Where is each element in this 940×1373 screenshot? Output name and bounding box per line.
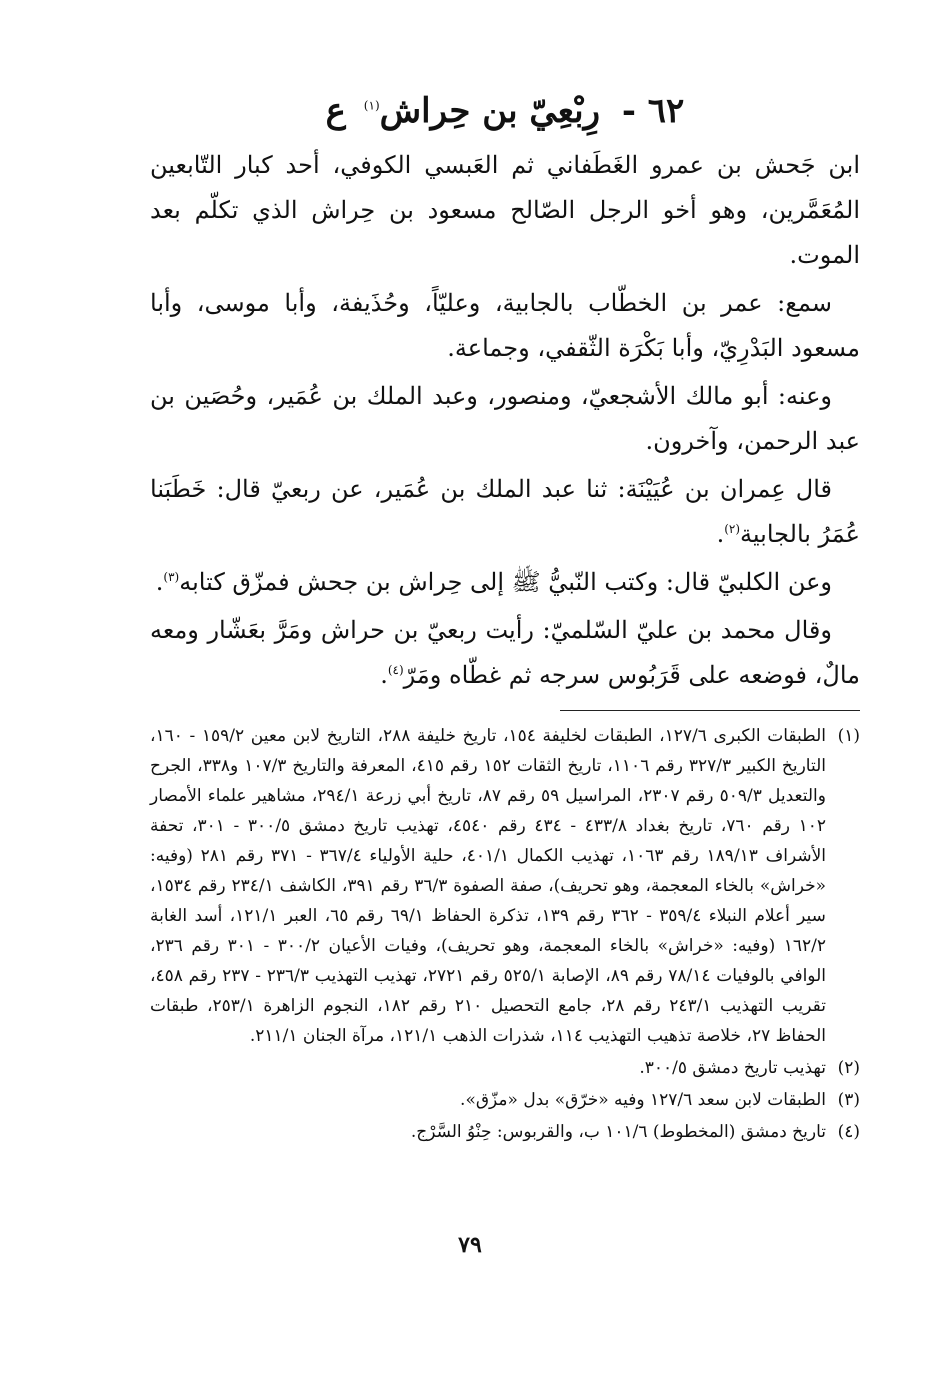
footnote-number: (١)	[837, 726, 860, 746]
footnote-text: تاريخ دمشق (المخطوط) ١٠١/٦ ب، والقربوس: حِنْوُ السَّرْج.	[410, 1122, 826, 1142]
footnote-4	[150, 1117, 860, 1147]
paragraph-sulami-report	[150, 608, 860, 698]
paragraph-imran-report	[150, 467, 860, 557]
entry-number: ٦٢ -	[621, 91, 685, 131]
paragraph-text: سمع: عمر بن الخطّاب بالجابية، وعليّاً، وحُذَيفة، وأبا موسى، وأبا مسعود البَدْرِيّ، وأبا بَكْرَة الثّقفي، وجماعة.	[150, 289, 860, 362]
paragraph-end-mark: .	[716, 520, 725, 548]
paragraph-lineage	[150, 143, 860, 278]
footnotes	[150, 721, 860, 1147]
paragraph-heard-from	[150, 281, 860, 371]
footnote-text: الطبقات الكبرى ١٢٧/٦، الطبقات لخليفة ١٥٤، تاريخ خليفة ٢٨٨، التاريخ لابن معين ١٥٩/٢ - ١٦٠، التاريخ الكبير ٣٢٧/٣ رقم ١١٠٦، تاريخ الثقات ١٥٢ رقم ٤١٥، المعرفة والتاريخ ١٠٧/٣ و٣٣٨، الجرح والتعديل ٥٠٩/٣ رقم ٢٣٠٧، المراسيل ٥٩ رقم ٨٧، تاريخ أبي زرعة ٢٩٤/١، مشاهير علماء الأمصار ١٠٢ رقم ٧٦٠، تاريخ بغداد ٤٣٣/٨ - ٤٣٤ رقم ٤٥٤٠، تهذيب تاريخ دمشق ٣٠٠/٥ - ٣٠١، تحفة الأشراف ١٨٩/١٣ رقم ١٠٦٣، تهذيب الكمال ٤٠١/١، حلية الأولياء ٣٦٧/٤ - ٣٧١ رقم ٢٨١ (وفيه: «خراش» بالخاء المعجمة، وهو تحريف)، صفة الصفوة ٣٦/٣ رقم ٣٩١، الكاشف ٢٣٤/١ رقم ١٥٣٤، سير أعلام النبلاء ٣٥٩/٤ - ٣٦٢ رقم ١٣٩، تذكرة الحفاظ ٦٩/١ رقم ٦٥، العبر ١٢١/١، أسد الغابة ١٦٢/٢ (وفيه: «خراش» بالخاء المعجمة، وهو تحريف)، وفيات الأعيان ٣٠٠/٢ - ٣٠١ رقم ٢٣٦، الوافي بالوفيات ٧٨/١٤ رقم ٨٩، الإصابة ٥٢٥/١ رقم ٢٧٢١، تهذيب التهذيب ٢٣٦/٣ - ٢٣٧ رقم ٤٥٨، تقريب التهذيب ٢٤٣/١ رقم ٢٨، جامع التحصيل ٢١٠ رقم ١٨٢، النجوم الزاهرة ٢٥٣/١، طبقات الحفاظ ٢٧، خلاصة تذهيب التهذيب ١١٤، شذرات الذهب ١٢١/١، مرآة الجنان ٢١١/١.	[150, 726, 827, 1046]
paragraph-text: وعنه: أبو مالك الأشجعيّ، ومنصور، وعبد الملك بن عُمَير، وحُصَين بن عبد الرحمن، وآخرون.	[150, 382, 860, 455]
footnote-ref-4[interactable]: (٤)	[387, 663, 404, 677]
paragraph-text: وقال محمد بن عليّ السّلميّ: رأيت ربعيّ بن حراش ومَرَّ بعَشّار ومعه مالٌ، فوضعه على قَرَبُوس سرجه ثم غطّاه ومَرّ	[150, 616, 860, 689]
entry-title	[150, 85, 860, 137]
footnote-ref-3[interactable]: (٣)	[163, 570, 180, 584]
footnote-number: (٢)	[837, 1058, 860, 1078]
footnote-number: (٤)	[837, 1122, 860, 1142]
footnote-number: (٣)	[837, 1090, 860, 1110]
paragraph-kalbi-report	[150, 560, 860, 605]
footnote-2	[150, 1053, 860, 1083]
footnote-text: الطبقات لابن سعد ١٢٧/٦ وفيه «خرّق» بدل «مزّق».	[460, 1090, 826, 1110]
footnote-divider	[560, 710, 860, 711]
footnote-text: تهذيب تاريخ دمشق ٣٠٠/٥.	[639, 1058, 826, 1078]
paragraph-text: وعن الكلبيّ قال: وكتب النّبيُّ ﷺ إلى حِراش بن جحش فمزّق كتابه	[179, 568, 832, 596]
paragraph-text: ابن جَحش بن عمرو الغَطَفاني ثم العَبسي الكوفي، أحد كبار التّابعين المُعَمَّرين، وهو أخو الرجل الصّالح مسعود بن حِراش الذي تكلّم بعد الموت.	[150, 151, 860, 269]
paragraph-end-mark: .	[380, 661, 388, 689]
paragraph-text: قال عِمران بن عُيَيْنَة: ثنا عبد الملك بن عُمَير، عن ربعيّ قال: خَطَبَنا عُمَرُ بالجابية	[150, 475, 860, 548]
footnote-3	[150, 1085, 860, 1115]
entry-symbol: ع	[325, 91, 346, 131]
page-number: ٧٩	[458, 1232, 482, 1258]
entry-name: رِبْعِيّ بن حِراش	[379, 91, 600, 131]
footnote-ref-2[interactable]: (٢)	[724, 522, 741, 536]
footnote-1	[150, 721, 860, 1051]
paragraph-end-mark: .	[155, 568, 164, 596]
paragraph-narrators	[150, 374, 860, 464]
entry-footnote-ref[interactable]: (١)	[363, 98, 380, 113]
page-body	[150, 85, 860, 1149]
